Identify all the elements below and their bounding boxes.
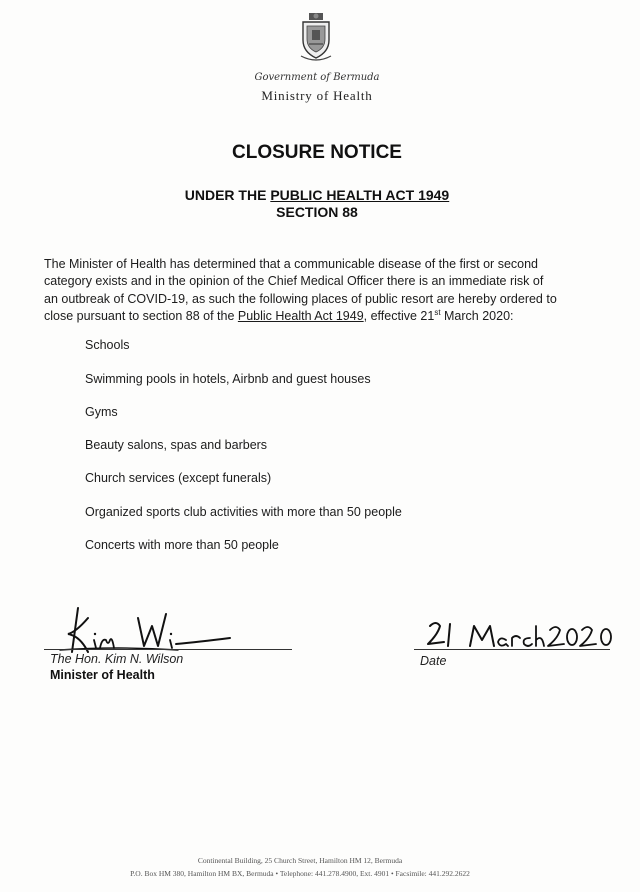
notice-title: CLOSURE NOTICE <box>232 142 402 163</box>
body-line-3: an outbreak of COVID-19, as such the following places of public resort are hereby ordered to <box>44 291 557 306</box>
list-item: Schools <box>85 338 130 352</box>
body-line-4-prefix: close pursuant to section 88 of the <box>44 308 238 323</box>
list-item: Organized sports club activities with more than 50 people <box>85 505 402 519</box>
coat-of-arms-icon <box>300 12 332 62</box>
body-line-1: The Minister of Health has determined that a communicable disease of the first or second <box>44 257 539 271</box>
government-heading: Government of Bermuda <box>254 72 380 83</box>
notice-body <box>44 256 624 325</box>
list-item: Beauty salons, spas and barbers <box>85 438 268 452</box>
subtitle-section: SECTION 88 <box>276 204 358 220</box>
list-item: Gyms <box>85 405 118 419</box>
notice-subtitle <box>0 187 634 221</box>
body-line-2: category exists and in the opinion of the Chief Medical Officer there is an immediate risk of <box>44 274 544 289</box>
subtitle-prefix: UNDER THE <box>184 187 271 203</box>
footer-address: Continental Building, 25 Church Street, Hamilton HM 12, Bermuda <box>197 856 403 865</box>
signatory-title: Minister of Health <box>50 668 155 682</box>
list-item: Church services (except funerals) <box>85 471 272 485</box>
list-item: Concerts with more than 50 people <box>85 538 279 552</box>
subtitle-act: PUBLIC HEALTH ACT 1949 <box>270 187 450 203</box>
date-line <box>414 649 610 650</box>
body-ordinal-suffix: st <box>434 307 441 317</box>
body-line-4-suffix: March 2020: <box>440 308 514 323</box>
body-line-4 <box>44 308 624 325</box>
body-act-reference: Public Health Act 1949 <box>237 308 364 323</box>
date-label: Date <box>420 654 447 668</box>
ministry-heading: Ministry of Health <box>261 88 373 103</box>
signatory-name: The Hon. Kim N. Wilson <box>50 652 184 666</box>
handwritten-date <box>424 618 618 652</box>
signature-line <box>44 649 292 650</box>
list-item: Swimming pools in hotels, Airbnb and guest houses <box>85 372 371 386</box>
body-line-4-mid: , effective 21 <box>363 308 435 323</box>
footer-contact: P.O. Box HM 380, Hamilton HM BX, Bermuda • Telephone: 441.278.4900, Ext. 4901 • Facsimile: 441.292.2622 <box>130 869 470 878</box>
